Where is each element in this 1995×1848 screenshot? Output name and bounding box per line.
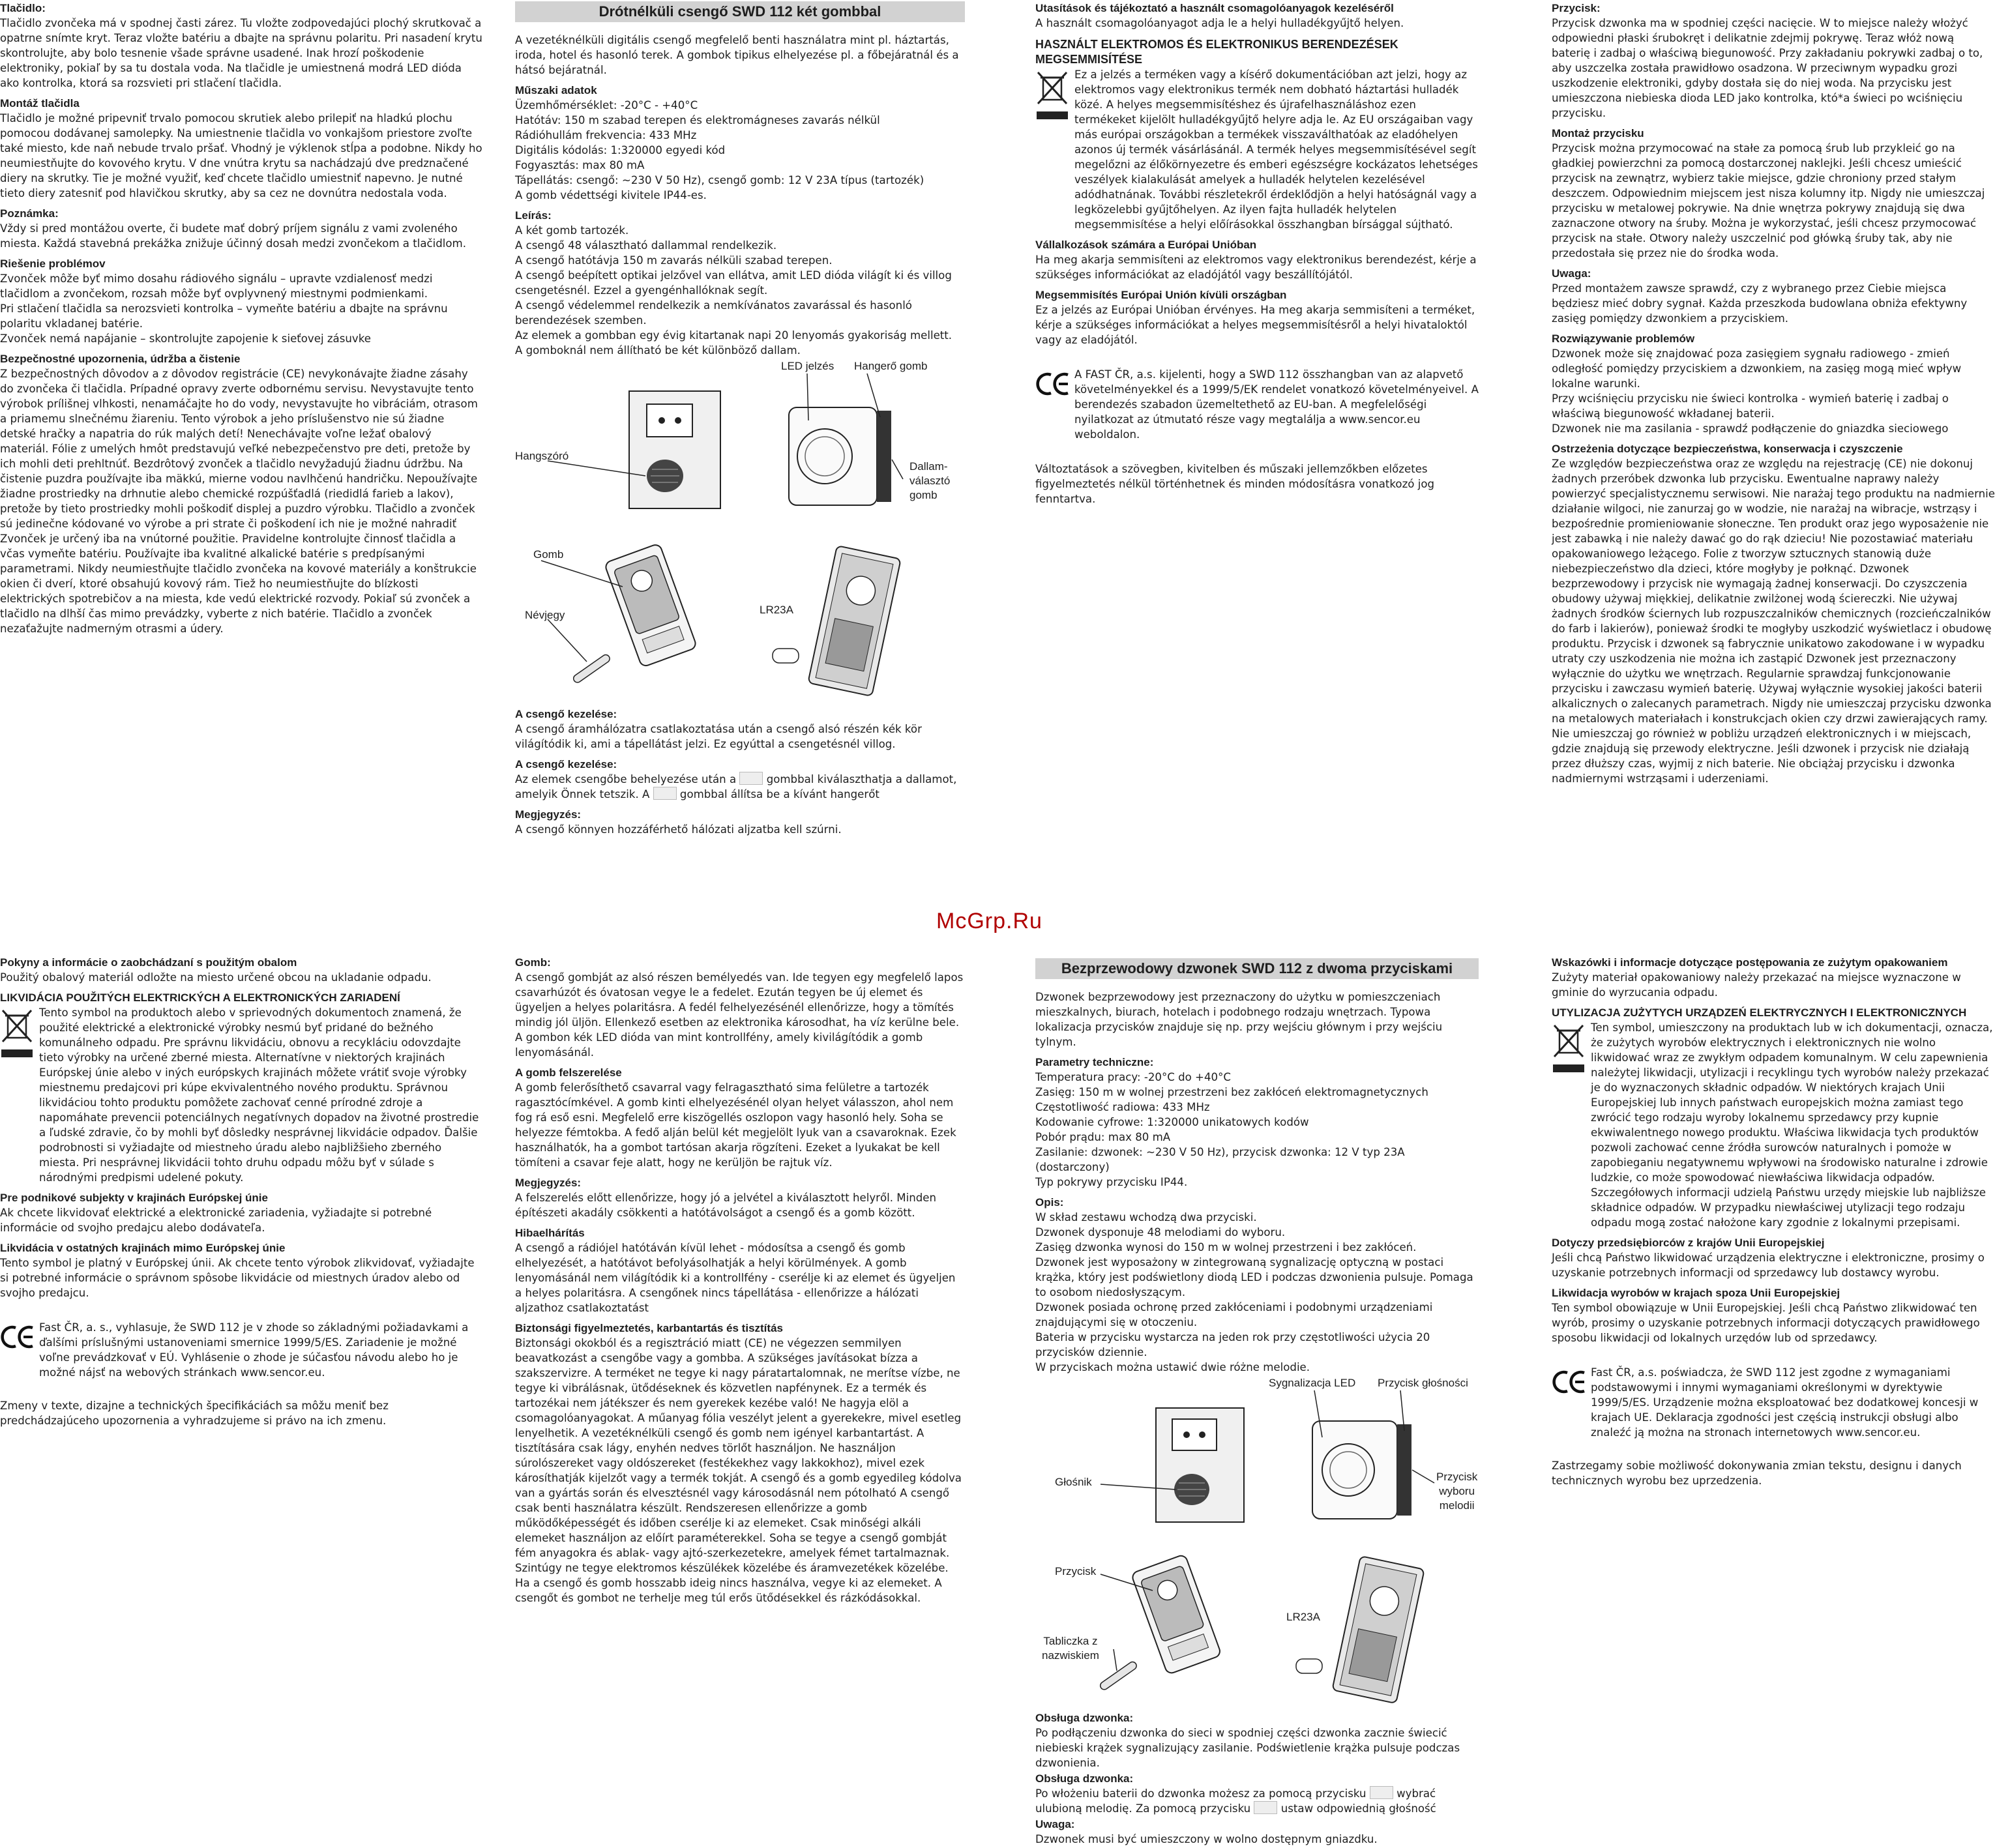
- desc-line: Dzwonek posiada ochronę przed zakłóceniami i podobnymi urządzeniami znajdującymi się w otoczeniu.: [1035, 1301, 1433, 1328]
- ce-block-pl: [1552, 1365, 1995, 1440]
- paragraph-montaz: Tlačidlo je možné pripevniť trvalo pomocou skrutiek alebo prilepiť na hladkú plochu pomocou dodávanej samolepky. Na umiestnenie tlačidla vo vonkajšom priestore zvoľte také miesto, kde naň nebude trvalo pršať. Vhodný je výklenok stĺpa a podobne. Nikdy ho neumiestňujte do kovového krytu. V dne vnútra krytu sa nachádzajú dve predznačené diery na skrutky. Tie je možné využiť, keď chcete tlačidlo umiestniť napevno. Je nutné tieto diery zatesniť pod hlavičkou skrutky, aby sa cez ne dovnútra nedostala voda.: [0, 112, 482, 199]
- volume-button-icon: [1254, 1801, 1277, 1814]
- heading-kezeles-2: A csengő kezelése:: [515, 758, 617, 770]
- paragraph-zmeny: Zmeny v texte, dizajne a technických špecifikáciách sa môžu meniť bez predchádzajúceho upozornenia a vyhradzujeme si právo na ich zmenu.: [0, 1400, 389, 1427]
- label-led-jelzes: LED jelzés: [781, 360, 835, 372]
- desc-line: W skład zestawu wchodzą dwa przyciski.: [1035, 1211, 1257, 1224]
- spec-line: Zasilanie: dzwonek: ~230 V 50 Hz), przycisk dzwonka: 12 V typ 23A (dostarczony): [1035, 1146, 1405, 1173]
- paragraph-ce-sk: Fast ČR, a. s., vyhlasuje, že SWD 112 je v zhode so základnými požiadavkami a ďalšími príslušnými ustanoveniami smernice 1999/5/ES. Zariadenie je možné voľne prevádzkovať v EÚ. Vyhlásenie o zhode je súčasťou návodu alebo ho je možné nájsť na webových stránkach www.sencor.eu.: [39, 1321, 469, 1379]
- paragraph-vallalkozasok: Ha meg akarja semmisíteni az elektromos vagy elektronikus berendezést, kérje a szükséges információkat az eladójától vagy beszállítójától.: [1035, 254, 1477, 281]
- weee-block-sk: [0, 1005, 482, 1185]
- section-title-hu: Drótnélküli csengő SWD 112 két gombbal: [515, 1, 965, 22]
- heading-riesenie: Riešenie problémov: [0, 257, 106, 270]
- product-diagram-graphic: [1035, 1379, 1479, 1705]
- label-dallamvalaszto: Dallam- választó gomb: [909, 460, 951, 501]
- heading-montaz-przycisku: Montaż przycisku: [1552, 127, 1644, 139]
- heading-megsemmisites: Megsemmisítés Európai Unión kívüli országban: [1035, 289, 1287, 301]
- heading-likvidacia-ostatne: Likvidácia v ostatných krajinách mimo Európskej únie: [0, 1242, 286, 1254]
- col-slovak-waste: [0, 956, 482, 1428]
- heading-uwaga-2: Uwaga:: [1035, 1818, 1075, 1830]
- paragraph-rozwiazywanie-1: Dzwonek może się znajdować poza zasięgiem sygnału radiowego - zmień odległość pomiędzy przyciskiem a dzwonkiem, na zasięg mogą mieć wpływ lokalne warunki.: [1552, 347, 1962, 390]
- paragraph-megjegyzes-2: A felszerelés előtt ellenőrizze, hogy jó a jelvétel a kiválasztott helyről. Minden építészeti akadály csökkenti a hatótávolságot a csengő és a gomb között.: [515, 1192, 936, 1219]
- heading-muszaki: Műszaki adatok: [515, 84, 597, 96]
- paragraph-uwaga-2: Dzwonek musi być umieszczony w wolno dostępnym gniazdku.: [1035, 1833, 1378, 1845]
- col-slovak-top: [0, 1, 482, 636]
- paragraph-megsemmisites: Ez a jelzés az Európai Unióban érvényes. Ha meg akarja semmisíteni a terméket, kérje a szükséges információkat a helyes megsemmisítésről a helyi hivataloktól vagy az eladójától.: [1035, 304, 1475, 346]
- heading-poznamka: Poznámka:: [0, 207, 59, 220]
- spec-line: Digitális kódolás: 1:320000 egyedi kód: [515, 144, 726, 156]
- desc-line: Az elemek a gombban egy évig kitartanak napi 20 lenyomás gyakoriság mellett.: [515, 329, 953, 342]
- label-tabliczka: Tabliczka z nazwiskiem: [1042, 1635, 1099, 1662]
- heading-megjegyzes-2: Megjegyzés:: [515, 1177, 582, 1189]
- heading-ostrzezenia: Ostrzeżenia dotyczące bezpieczeństwa, konserwacja i czyszczenie: [1552, 443, 1903, 455]
- paragraph-biztonsagi: Biztonsági okokból és a regisztráció miatt (CE) ne végezzen semmilyen beavatkozást a csengőbe vagy a gombba. A szükséges javításokat bízza a szakszervizre. A terméket ne tegye ki nagy páratartalomnak, ne merítse vízbe, ne tegye ki vibrálásnak, ütődéseknek és közvetlen napfénynek. Ez a termék és tartozékai nem játékszer és nem gyerekek kezébe való! Ne hagyja elöl a csomagolóanyagokat. A műanyag fólia veszélyt jelent a gyerekekre, mivel esetleg lenyelhetik. A vezetéknélküli csengő és gomb nem igényel karbantartást. A tisztítására csak lágy, enyhén nedves törlőt használjon. Ne használjon súrolószereket vagy oldószereket (festékekhez vagy lakkokhoz), mivel ezek károsíthatják kijelzőt vagy a termék tokját. A csengő és a gomb egyedileg kódolva van a gyártás során és elvesztésnél vagy károsodásnál nem pótolható A csengő csak benti használatra készült. Rendszeresen ellenőrizze a gomb működőképességét és időben cserélje ki az elemeket. Csak minőségi alkáli elemeket használjon az előírt paraméterekkel. Soha se tegye a csengő gombját fém anyagokra és ablak- vagy ajtó-szerkezetekre, amelyek fémet tartalmaznak. Szintúgy ne tegye elektromos készülékek közelébe és áramvezetékek közelébe. Ha a csengő és gomb hosszabb ideig nincs használva, vegye ki az elemeket. A csengőt és gombot ne terhelje meg túl erős ütődésekkel és rázkódásokkal.: [515, 1337, 962, 1604]
- col-hungarian-waste: [1035, 1, 1479, 506]
- paragraph-wskazowki: Zużyty materiał opakowaniowy należy przekazać na miejsce wyznaczone w gminie do wyrzucania odpadu.: [1552, 971, 1961, 999]
- heading-obsluga-2: Obsługa dzwonka:: [1035, 1772, 1134, 1785]
- paragraph-kezeles-2: Az elemek csengőbe behelyezése után a gombbal kiválaszthatja a dallamot, amelyik Önnek tetszik. A gombbal állítsa be a kívánt hangerőt: [515, 773, 957, 800]
- label-przycisk-wyboru: Przycisk wyboru melodii: [1436, 1471, 1478, 1512]
- paragraph-hasznalt: Ez a jelzés a terméken vagy a kísérő dokumentációban azt jelzi, hogy az elektromos vagy elektronikus termék nem dobható háztartási hulladék közé. A helyes megsemmisítéshez és újrafelhasználáshoz ezen termékeket kijelölt hulladékgyűjtő helyre adja le. Az EU országaiban vagy más európai országokban a termékek visszaválthatóak az eladóhelyen azonos új termék vásárlásánál. A termék helyes megsemmisítésével segít megelőzni az élőkörnyezetre és emberi egészségre kockázatos lehetséges veszélyek kialakulását amelyek a hulladék helytelen kezelésével adódhatnának. További részletekről érdeklődjön a helyi hatóságnál vagy a legközelebbi gyűjtőhelyen. Az ilyen fajta hulladék helytelen megsemmisítése a helyi előírásokkal összhangban bírsággal sújtható.: [1074, 68, 1478, 231]
- heading-wskazowki: Wskazówki i informacje dotyczące postępowania ze zużytym opakowaniem: [1552, 956, 1948, 969]
- paragraph-dotyczy: Jeśli chcą Państwo likwidować urządzenia elektryczne i elektroniczne, prosimy o uzyskanie potrzebnych informacji od sprzedawcy lub dostawcy wyrobu.: [1552, 1252, 1985, 1279]
- heading-gomb: Gomb:: [515, 956, 551, 969]
- ce-block-sk: [0, 1320, 482, 1380]
- col-hungarian-bottom: [515, 956, 965, 1606]
- paragraph-zastrzegamy: Zastrzegamy sobie możliwość dokonywania zmian tekstu, designu i danych technicznych wyrobu bez uprzedzenia.: [1552, 1459, 1962, 1487]
- product-diagram-hu: [515, 362, 984, 701]
- desc-line: A csengő hatótávja 150 m zavarás nélküli szabad terepen.: [515, 254, 833, 267]
- heading-dotyczy: Dotyczy przedsiębiorców z krajów Unii Europejskiej: [1552, 1237, 1825, 1249]
- heading-pre-podnikove: Pre podnikové subjekty v krajinách Európskej únie: [0, 1192, 268, 1204]
- heading-tlacidlo: Tlačidlo:: [0, 2, 46, 14]
- spec-line: Tápellátás: csengő: ~230 V 50 Hz), csengő gomb: 12 V 23A típus (tartozék): [515, 174, 924, 186]
- product-diagram-graphic: [515, 362, 965, 701]
- heading-bezpecnost: Bezpečnostné upozornenia, údržba a čistenie: [0, 353, 241, 365]
- heading-obsluga-1: Obsługa dzwonka:: [1035, 1712, 1134, 1724]
- melody-button-icon: [739, 772, 763, 785]
- col-polish-main: [1035, 958, 1479, 1847]
- desc-line: W przyciskach można ustawić dwie różne melodie.: [1035, 1361, 1310, 1373]
- paragraph-pre-podnikove: Ak chcete likvidovať elektrické a elektronické zariadenia, vyžiadajte si potrebné informácie od svojho predajcu alebo dodávateľa.: [0, 1207, 432, 1234]
- label-glosnik: Głośnik: [1055, 1476, 1092, 1488]
- watermark-text: McGrp.Ru: [936, 909, 1042, 933]
- spec-line: Kodowanie cyfrowe: 1:320000 unikatowych kodów: [1035, 1116, 1309, 1128]
- spec-line: Hatótáv: 150 m szabad terepen és elektromágneses zavarás nélkül: [515, 114, 880, 126]
- desc-line: Dzwonek dysponuje 48 melodiami do wyboru.: [1035, 1226, 1286, 1239]
- desc-line: Dzwonek jest wyposażony w zintegrowaną sygnalizację optyczną w postaci krążka, który jest podświetlony diodą LED i podczas dzwonienia pulsuje. Pomaga to osobom niedosłyszącym.: [1035, 1256, 1473, 1298]
- heading-hibaelharitas: Hibaelhárítás: [515, 1227, 585, 1239]
- heading-montaz: Montáž tlačidla: [0, 97, 80, 110]
- heading-biztonsagi: Biztonsági figyelmeztetés, karbantartás és tisztítás: [515, 1322, 783, 1334]
- spec-line: Typ pokrywy przycisku IP44.: [1035, 1176, 1188, 1188]
- ce-mark-icon: [1035, 371, 1072, 397]
- spec-line: Rádióhullám frekvencia: 433 MHz: [515, 129, 697, 141]
- heading-pokyny: Pokyny a informácie o zaobchádzaní s použitým obalom: [0, 956, 297, 969]
- paragraph-ostrzezenia: Ze względów bezpieczeństwa oraz ze względu na rejestrację (CE) nie dokonuj żadnych przeróbek dzwonka lub przycisku. Ewentualne naprawy należy powierzyć specjalistycznemu serwisowi. Nie narażaj tego produktu na nadmiernie działanie wilgoci, nie zanurzaj go w wodzie, nie narażaj na wibracje, wstrząsy i bezpośrednie promieniowanie słoneczne. Ten produkt oraz jego wyposażenie nie jest zabawką i nie należy dawać go do rąk dzieciu! Nie pozostawiać materiału opakowaniowego leżącego. Folie z tworzyw sztucznych stanowią duże niebezpieczeństwo dla dzieci, które mogłyby je połknąć. Dzwonek bezprzewodowy i przycisk nie wymagają żadnej konserwacji. Do czyszczenia obudowy używaj miękkiej, delikatnie zwilżonej wodą ściereczki. Nie używaj żadnych środków ściernych lub rozpuszczalników chemicznych (rozcieńczalników do farb i lakierów), ponieważ środki te mogłyby uszkodzić wyświetlacz i obudowę produktu. Przycisk i dzwonek są fabrycznie unikatowo zakodowane i w wypadku utraty czy uszkodzenia nie można ich zastąpić Dzwonek jest przeznaczony wyłącznie do użytku we wnętrzach. Regularnie sprawdzaj funkcjonowanie przycisku i zawczasu wymień baterię. Używaj wyłącznie wysokiej jakości baterii alkalicznych o zalecanych parametrach. Nigdy nie umieszczaj przycisku dzwonka na metalowych materiałach i konstrukcjach okien czy drzwi zawierających ramy. Nie umieszczaj go również w pobliżu urządzeń elektronicznych i w miejscach, gdzie znajdują się przewody elektryczne. Jeśli dzwonek i przycisk nie działają przez dłuższy czas, wyjmij z nich baterie. Nie obciążaj przycisku i dzwonka nadmiernymi wstrząsami i uderzeniami.: [1552, 458, 1995, 785]
- col-hungarian-top: [515, 1, 965, 837]
- heading-utylizacja: UTYLIZACJA ZUŻYTYCH URZĄDZEŃ ELEKTRYCZNYCH I ELEKTRONICZNYCH: [1552, 1006, 1967, 1019]
- paragraph-likvidacia: Tento symbol na produktoch alebo v sprievodných dokumentoch znamená, že použité elektrické a elektronické výrobky nesmú byť pridané do bežného komunálneho odpadu. Pre správnu likvidáciu, obnovu a recykláciu odovzdajte tieto výrobky na určené zberné miesta. Alternatívne v niektorých krajinách Európskej únie alebo v iných európskych krajinách môžete vrátiť svoje výrobky miestnemu predajcovi pri kúpe ekvivalentného nového produktu. Správnou likvidáciou tohto produktu pomôžete zachovať cenné prírodné zdroje a napomáhate prevencii potenciálnych negatívnych dopadov na životné prostredie a ľudské zdravie, čo by mohli byť dôsledky nesprávnej likvidácie odpadov. Ďalšie podrobnosti si vyžiadajte od miestneho úradu alebo najbližšieho zberného miesta. Pri nesprávnej likvidácii tohto druhu odpadu môžu byť v súlade s národnými predpismi udelené pokuty.: [39, 1006, 479, 1184]
- spec-line: Zasięg: 150 m w wolnej przestrzeni bez zakłóceń elektromagnetycznych: [1035, 1086, 1428, 1098]
- label-lr23a-pl: LR23A: [1286, 1611, 1320, 1623]
- paragraph-bezpecnost: Z bezpečnostných dôvodov a z dôvodov registrácie (CE) nevykonávajte žiadne zásahy do zvončeka či tlačidla. Prípadné opravy zverte odbornému servisu. Nevystavujte tento výrobok prílišnej vlhkosti, nenamáčajte ho do vody, nevystavujte ho vibráciám, otrasom a priamemu slnečnému žiareniu. Tento výrobok a jeho príslušenstvo nie sú žiadne detské hračky a napatria do rúk malých detí! Nenechávajte voľne ležať obalový materiál. Fólie z umelých hmôt predstavujú veľké nebezpečenstvo pre deti, pretože by ich mohli deti prehltnúť. Bezdrôtový zvonček a tlačidlo nevyžadujú žiadnu údržbu. Na čistenie puzdra používajte iba mäkkú, mierne vodou navlhčenú handričku. Nepoužívajte žiadne prostriedky na drhnutie alebo chemické rozpúšťadlá (riedidlá farieb a lakov), pretože by tieto prostriedky mohli poškodiť displej a puzdro výrobku. Tlačidlo a zvonček sú jedinečne kódované vo výrobe a pri strate či poškodení ich nie je možné nahradiť Zvonček je určený iba na vnútorné použitie. Pravidelne kontrolujte činnosť tlačidla a včas vymeňte batériu. Používajte iba kvalitné alkalické batérie s predpísanými parametrami. Nikdy neumiestňujte tlačidlo zvončeka na kovové materiály a konštrukcie okien či dverí, ktoré obsahujú kovový rám. Tiež ho neumiestňujte do blízkosti elektrických spotrebičov a na miesta, kde vedú elektrické rozvody. Pokiaľ sú zvonček a tlačidlo na dlhší čas mimo prevádzky, vyberte z nich batérie. Tlačidlo a zvonček nezaťažujte nadmerným otrasmi a údery.: [0, 368, 478, 635]
- desc-line: A csengő védelemmel rendelkezik a nemkívánatos zavarással és hasonló berendezések szemben.: [515, 299, 912, 327]
- paragraph-ce-hu: A FAST ČR, a.s. kijelenti, hogy a SWD 112 összhangban van az alapvető követelményekkel és a 1999/5/EK rendelet vonatkozó követelményeivel. A berendezés szabadon üzemeltethető az EU-ban. A megfelelőségi nyilatkozat az útmutató része vagy megtalálja a www.sencor.eu weboldalon.: [1074, 368, 1479, 441]
- spec-line: Üzemhőmérséklet: -20°C - +40°C: [515, 99, 698, 111]
- product-diagram-pl: [1035, 1379, 1505, 1705]
- ce-mark-icon: [0, 1324, 37, 1350]
- weee-bin-icon: [1552, 1023, 1586, 1081]
- paragraph-przycisk: Przycisk dzwonka ma w spodniej części nacięcie. W to miejsce należy włożyć odpowiedni płaski śrubokręt i delikatnie zdejmij pokrywę. Teraz włóż nową baterię i zadbaj o właściwą biegunowość. Przy zakładaniu pokrywki zadbaj o to, aby uszczelka została prawidłowo osadzona. W przeciwnym wypadku grozi uszkodzenie elektroniki, gdyby dostała się do niej woda. Na przycisku jest umieszczona niebieska dioda LED jako kontrolka, któ*a świeci po wciśnięciu przycisku.: [1552, 17, 1983, 119]
- ce-block-hu: [1035, 367, 1479, 442]
- paragraph-intro-pl: Dzwonek bezprzewodowy jest przeznaczony do użytku w pomieszczeniach mieszkalnych, biurach, hotelach i podobnego rodzaju wnętrzach. Typowa lokalizacja przycisków znajduje się np. przy wejściu głównym i przy wejściu tylnym.: [1035, 991, 1443, 1048]
- heading-likwidacja: Likwidacja wyrobów w krajach spoza Unii Europejskiej: [1552, 1287, 1840, 1299]
- heading-megjegyzes: Megjegyzés:: [515, 808, 582, 821]
- paragraph-poznamka: Vždy si pred montážou overte, či budete mať dobrý príjem signálu z vami zvoleného miesta. Každá stavebná prekážka znižuje účinný dosah medzi zvončekom a tlačidlom.: [0, 222, 466, 250]
- heading-uwaga: Uwaga:: [1552, 267, 1591, 280]
- label-gomb: Gomb: [533, 548, 564, 561]
- label-przycisk-glosnosci: Przycisk głośności: [1378, 1377, 1468, 1389]
- heading-felszereles: A gomb felszerelése: [515, 1066, 622, 1079]
- paragraph-kezeles-1: A csengő áramhálózatra csatlakoztatása után a csengő alsó részén kék kör világítódik ki, ami a tápellátást jelzi. Ez egyúttal a csengetésnél villog.: [515, 723, 922, 750]
- paragraph-riesenie-1: Zvonček môže byť mimo dosahu rádiového signálu – upravte vzdialenosť medzi tlačidlom a zvončekom, rozsah môže byť ovplyvnený miestnymi podmienkami.: [0, 272, 433, 300]
- paragraph-tlacidlo: Tlačidlo zvončeka má v spodnej časti zárez. Tu vložte zodpovedajúci plochý skrutkovač a opatrne snímte kryt. Teraz vložte batériu a dbajte na správnu polaritu. Pri nasadení krytu skontrolujte, aby bolo tesnenie všade správne usadené. Inak hrozí poškodenie elektroniky, pokiaľ by sa tu dostala voda. Na tlačidle je umiestnená modrá LED dióda ako kontrolka, ktorá sa rozsvieti pri stlačení tlačidla.: [0, 17, 482, 89]
- volume-button-icon: [653, 787, 677, 800]
- label-hangero-gomb: Hangerő gomb: [854, 360, 928, 372]
- paragraph-felszereles: A gomb felerősíthető csavarral vagy felragasztható sima felületre a tartozék ragasztócímkével. A gomb kinti elhelyezésénél olyan helyet válasszon, ahol nem fog rá eső esni. Megfelelő erre kiszögellés oszlopon vagy hasonló hely. Soha se helyezze fémtokba. A fedő alján belül két megjelölt lyuk van a csavaroknak. Ezek használhatók, ha a gombot tartósan akarja rögzíteni. Ezeket a lyukakat be kell tömíteni a csavar feje alatt, hogy ne kerüljön be rajtuk víz.: [515, 1081, 956, 1169]
- paragraph-riesenie-2: Pri stlačení tlačidla sa nerozsvieti kontrolka – vymeňte batériu a dbajte na správnu polaritu vkladanej batérie.: [0, 302, 448, 330]
- desc-line: A két gomb tartozék.: [515, 224, 629, 237]
- heading-kezeles-1: A csengő kezelése:: [515, 708, 617, 720]
- heading-rozwiazywanie: Rozwiązywanie problemów: [1552, 332, 1695, 345]
- desc-line: A csengő 48 választható dallammal rendelkezik.: [515, 239, 777, 252]
- heading-utasitasok: Utasítások és tájékoztató a használt csomagolóanyagok kezeléséről: [1035, 2, 1394, 14]
- melody-button-icon: [1370, 1786, 1393, 1799]
- heading-przycisk: Przycisk:: [1552, 2, 1601, 14]
- paragraph-obsluga-1: Po podłączeniu dzwonka do sieci w spodniej części dzwonka zacznie świecić niebieski krążek sygnalizujący zasilanie. Podświetlenie krążka pulsuje podczas dzwonienia.: [1035, 1727, 1460, 1769]
- heading-vallalkozasok: Vállalkozások számára a Európai Unióban: [1035, 239, 1257, 251]
- heading-parametry: Parametry techniczne:: [1035, 1056, 1154, 1068]
- spec-line: Częstotliwość radiowa: 433 MHz: [1035, 1101, 1210, 1113]
- weee-block-hu: [1035, 67, 1479, 232]
- spec-line: Pobór prądu: max 80 mA: [1035, 1131, 1171, 1143]
- paragraph-megjegyzes: A csengő könnyen hozzáférhető hálózati aljzatba kell szúrni.: [515, 823, 842, 836]
- paragraph-rozwiazywanie-2: Przy wciśnięciu przycisku nie świeci kontrolka - wymień baterię i zadbaj o właściwą biegunowość wkładanej baterii.: [1552, 392, 1949, 420]
- desc-line: A csengő beépített optikai jelzővel van ellátva, amit LED dióda világít ki és villog csengetésnél. Ezzel a gyengénhallóknak segít.: [515, 269, 952, 297]
- desc-line: Zasięg dzwonka wynosi do 150 m w wolnej przestrzeni i bez zakłóceń.: [1035, 1241, 1417, 1254]
- desc-line: A gomboknál nem állítható be két különböző dallam.: [515, 344, 801, 357]
- paragraph-uwaga: Przed montażem zawsze sprawdź, czy z wybranego przez Ciebie miejsca będziesz mieć dobry sygnał. Każda przeszkoda budowlana obniża efektywny zasięg pomiędzy dzwonkiem a przyciskiem.: [1552, 282, 1968, 325]
- weee-bin-icon: [0, 1008, 34, 1066]
- heading-opis: Opis:: [1035, 1196, 1064, 1209]
- label-lr23a: LR23A: [760, 604, 793, 616]
- paragraph-obsluga-2: Po włożeniu baterii do dzwonka możesz za pomocą przycisku wybrać ulubioną melodię. Za pomocą przycisku ustaw odpowiednią głośność: [1035, 1787, 1436, 1815]
- spec-line: Fogyasztás: max 80 mA: [515, 159, 645, 171]
- paragraph-ce-pl: Fast ČR, a.s. poświadcza, że SWD 112 jest zgodne z wymaganiami podstawowymi i innymi wymaganiami określonymi w dyrektywie 1999/5/ES. Urządzenie można eksploatować bez dodatkowej koncesji w krajach UE. Deklaracja zgodności jest częścią instrukcji obsługi albo znaleźć ją można na stronach internetowych www.sencor.eu.: [1591, 1366, 1979, 1439]
- col-polish-top: [1552, 1, 1995, 786]
- label-nevjegy: Névjegy: [525, 609, 565, 621]
- label-przycisk: Przycisk: [1055, 1565, 1097, 1577]
- ce-mark-icon: [1552, 1369, 1588, 1395]
- heading-leiras: Leírás:: [515, 209, 552, 222]
- heading-likvidacia: LIKVIDÁCIA POUŽITÝCH ELEKTRICKÝCH A ELEKTRONICKÝCH ZARIADENÍ: [0, 991, 400, 1004]
- paragraph-pokyny: Použitý obalový materiál odložte na miesto určené obcou na ukladanie odpadu.: [0, 971, 432, 984]
- spec-line: A gomb védettségi kivitele IP44-es.: [515, 189, 707, 201]
- paragraph-hibaelharitas: A csengő a rádiójel hatótáván kívül lehet - módosítsa a csengő és gomb elhelyezését, a hatótávot befolyásolhatják a helyi körülmények. A gomb lenyomásánál nem világítódik ki a kontrollfény - cserélje ki az elemet és ügyeljen a helyes polaritásra. A csengőnek nincs tápellátása - ellenőrizze a hálózati aljzathoz csatlakoztatást: [515, 1242, 956, 1314]
- desc-line: Bateria w przycisku wystarcza na jeden rok przy częstotliwości użycia 20 przycisków dziennie.: [1035, 1331, 1430, 1358]
- paragraph-intro-hu: A vezetéknélküli digitális csengő megfelelő benti használatra mint pl. háztartás, iroda, hotel és hasonló terek. A gombok tipikus elhelyezése pl. a főbejáratnál és a hátsó bejáratnál.: [515, 34, 959, 76]
- paragraph-utasitasok: A használt csomagolóanyagot adja le a helyi hulladékgyűjtő helyen.: [1035, 17, 1404, 29]
- paragraph-likwidacja: Ten symbol obowiązuje w Unii Europejskiej. Jeśli chcą Państwo zlikwidować ten wyrób, prosimy o uzyskanie potrzebnych informacji dotyczących prawidłowego sposobu likwidacji od lokalnych urzędów lub od sprzedawcy.: [1552, 1302, 1980, 1344]
- paragraph-montaz-przycisku: Przycisk można przymocować na stałe za pomocą śrub lub przykleić go na gładkiej powierzchni za pomocą dostarczonej naklejki. Jeśli chcesz umieścić przycisk na zewnątrz, wybierz takie miejsce, gdzie chroniony przed stałym deszczem. Odpowiednim miejscem jest nisza kolumny itp. Nigdy nie umieszczaj przycisku w metalowej pokrywie. Na dnie wnętrza pokrywy znajdują się dwa zaznaczone otwory na śruby. Można je wykorzystać, jeśli chcesz przymocować przycisk na stałe. Otwory należy uszczelnić pod główką śruby tak, aby nie przedostała się przez nie do środka woda.: [1552, 142, 1985, 259]
- weee-bin-icon: [1035, 70, 1069, 128]
- label-sygnalizacja-led: Sygnalizacja LED: [1269, 1377, 1356, 1389]
- label-hangszoro: Hangszóró: [515, 450, 569, 462]
- heading-hasznalt: HASZNÁLT ELEKTROMOS ÉS ELEKTRONIKUS BERENDEZÉSEK MEGSEMMISÍTÉSE: [1035, 38, 1398, 66]
- paragraph-likvidacia-ostatne: Tento symbol je platný v Európskej únii. Ak chcete tento výrobok zlikvidovať, vyžiadajte si potrebné informácie o správnom spôsobe likvidácie od miestnych úradov alebo od svojho predajcu.: [0, 1257, 475, 1299]
- col-polish-waste: [1552, 956, 1995, 1488]
- weee-block-pl: [1552, 1020, 1995, 1230]
- paragraph-riesenie-3: Zvonček nemá napájanie – skontrolujte zapojenie k sieťovej zásuvke: [0, 332, 371, 345]
- paragraph-rozwiazywanie-3: Dzwonek nie ma zasilania - sprawdź podłączenie do gniazdka sieciowego: [1552, 422, 1949, 435]
- section-title-pl: Bezprzewodowy dzwonek SWD 112 z dwoma przyciskami: [1035, 958, 1479, 979]
- spec-line: Temperatura pracy: -20°C do +40°C: [1035, 1071, 1231, 1083]
- paragraph-valtoztatasok: Változtatások a szövegben, kivitelben és műszaki jellemzőkben előzetes figyelmeztetés nélkül történhetnek és minden módosításra vonatkozó jog fenntartva.: [1035, 463, 1435, 505]
- paragraph-utylizacja: Ten symbol, umieszczony na produktach lub w ich dokumentacji, oznacza, że zużytych wyrobów elektrycznych i elektronicznych nie wolno likwidować wraz ze zwykłym odpadem komunalnym. W celu zapewnienia należytej likwidacji, utylizacji i recyklingu tych wyrobów należy przekazać je do wyznaczonych składnic odpadów. W niektórych krajach Unii Europejskiej lub innych państwach europejskich można zamiast tego zwrócić tego rodzaju wyroby lokalnemu sprzedawcy przy kupnie ekwiwalentnego nowego produktu. Właściwa likwidacja tych produktów pozwoli zachować cenne źródła surowców naturalnych i pomoże w zapobieganiu negatywnemu wpływowi na środowisko naturalne i zdrowie ludzkie, co może spowodować niewłaściwa likwidacja odpadów. Szczegółowych informacji udzielą Państwu urzędy miejskie lub najbliższe składnice odpadów. W przypadku niewłaściwej utylizacji tego rodzaju odpadu mogą zostać nałożone kary zgodnie z lokalnymi przepisami.: [1591, 1021, 1993, 1229]
- paragraph-gomb: A csengő gombját az alsó részen bemélyedés van. Ide tegyen egy megfelelő lapos csavarhúzót és óvatosan vegye le a fedelet. Ezután tegyen be új elemet és ügyeljen a helyes polaritásra. A fedél felhelyezésénél ellenőrizze, hogy a tömítés mindig jól üljön. Ellenkező esetben az elektronika károsodhat, ha víz kerülne bele. A gombon kék LED dióda van mint kontrollfény, amely kivilágítódik a gomb lenyomásánál.: [515, 971, 964, 1059]
